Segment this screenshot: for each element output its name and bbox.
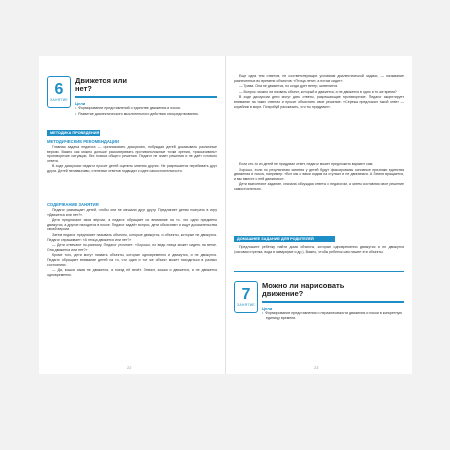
heading-content: СОДЕРЖАНИЕ ЗАНЯТИЯ <box>47 202 99 207</box>
goals-label: Цели <box>262 306 273 311</box>
goal-item: • Формирование представлений о единстве движения и покоя. <box>75 106 217 111</box>
lesson-number-badge <box>47 76 71 108</box>
homework-bar: ДОМАШНЕЕ ЗАДАНИЕ ДЛЯ РОДИТЕЛЕЙ <box>234 236 335 242</box>
divider <box>234 271 404 272</box>
lesson-word: ЗАНЯТИЕ <box>50 98 68 102</box>
lesson-title-underline <box>262 301 404 303</box>
heading-recommendations: МЕТОДИЧЕСКИЕ РЕКОМЕНДАЦИИ <box>47 139 120 144</box>
paragraph: Затем педагог предлагает называть объекты, которые движутся, и объекты, которые не движутся. Педагог спрашивает: «А птица движется или нет?» <box>47 232 217 242</box>
paragraph: Предложите ребенку найти дома объекты, которые одновременно движутся и не движутся (часовая стрелка, вода в аквариуме и др.). Важно, чтобы ребенок сам нашел эти объекты. <box>234 245 404 254</box>
paragraph: Еще одна тем ответов, не соответствующих условиям диалектической задачи, — называние разнесенных во времени объектов: «Птица летит, а потом сидит». <box>234 74 404 83</box>
content-text <box>234 74 404 160</box>
lesson-title-underline <box>75 96 217 98</box>
right-page <box>225 56 412 374</box>
lesson-number-badge <box>234 281 258 313</box>
content-text <box>47 208 217 364</box>
paragraph: — Трава. Она не движется, но когда дует ветер, шевелится. <box>239 84 339 89</box>
homework-text <box>234 245 404 269</box>
paragraph: — Дети отвечают по-разному. Педагог уточняет: «Хорошо, но ведь птица может сидеть на ветке. Она движется или нет?» <box>47 243 217 252</box>
content-text-continued <box>234 162 404 234</box>
goals-list <box>262 311 404 321</box>
paragraph: Хорошо, если по результатам занятия у детей будут фиксированы основные признаки единства движения и покоя, например: «Вот мы с вами сидим на стульях и не двигаемся. А Земля вращается, и мы вместе с ней движемся». <box>234 167 404 181</box>
paragraph: В ходе дискуссии педагог просит детей оценить мнения других. Не разрешается перебивать друг друга. Детей ненавязчиво, степенью ответов подводят к идее самостоятельности. <box>47 164 217 173</box>
paragraph: Дети предлагают свои версии, а педагог обращает их внимание на то, что одни предметы движутся, а другие находятся в покое. Педагог задаёт вопрос, дети объясняют и ищут доказательства своей версии. <box>47 218 217 232</box>
paragraph: — Вопрос: можно ли назвать объект, который и движется, и не движется в одно и то же время? <box>239 89 397 94</box>
left-page <box>39 56 225 374</box>
page-number: 23 <box>314 365 319 370</box>
goal-item: • Развитие диалектического мыслительного действия опосредствования. <box>75 112 217 117</box>
paragraph: — Да, кошка сама не движется, а поезд её везёт. Значит, кошка и движется, и не движется одновременно. <box>47 268 217 277</box>
goal-item: • Формирование представления о неразличимости движения и покоя в конкретную единицу времени. <box>262 311 404 320</box>
lesson-number: 6 <box>54 81 64 98</box>
lesson-number: 7 <box>241 286 251 303</box>
recommendations-text <box>47 145 217 199</box>
paragraph: В ходе дискуссии дети могут дать ответы, разрешающие противоречие. Педагог акцентирует внимание на таких ответах и просит объяснить свое решение: «Сережа предложил такой ответ — кораблик в море. Попробуй рассказать, что ты придумал». <box>234 95 404 109</box>
paragraph: Если кто-то из детей не придумал ответ, педагог может предложить вариант сам. <box>239 162 374 166</box>
section-bar: МЕТОДИКА ПРОВЕДЕНИЯ <box>47 130 100 136</box>
goals-label: Цели <box>75 101 86 106</box>
lesson-word: ЗАНЯТИЕ <box>237 303 255 307</box>
lesson-title: Можно ли нарисовать движение? <box>262 281 345 298</box>
paragraph: Педагог размещает детей, чтобы они не мешали друг другу. Предлагает детям поиграть в игру «Движется или нет?». <box>47 208 217 217</box>
page-number: 22 <box>127 365 132 370</box>
paragraph: Кроме того, дети могут назвать объекты, которые одновременно и движутся, и не движутся. Педагог обращает внимание детей на то, что один и тот же объект может находиться в разных состояниях. <box>47 253 217 267</box>
goals-list <box>75 106 217 117</box>
paragraph: Дети выполняют задание, сначала обсуждая ответы с педагогом, а затем составляя свое решение самостоятельно. <box>234 182 404 191</box>
paragraph: Главная задача педагога — организовать дискуссию, побуждая детей доказывать различные версии. Важно как можно дольше рассматривать противоположные точки зрения, «раскачивать» противоречие ситуации, без поиска общего решения. Педагог не знает решения и не даёт готового ответа. <box>47 145 217 163</box>
lesson-title: Движется или нет? <box>75 76 128 93</box>
